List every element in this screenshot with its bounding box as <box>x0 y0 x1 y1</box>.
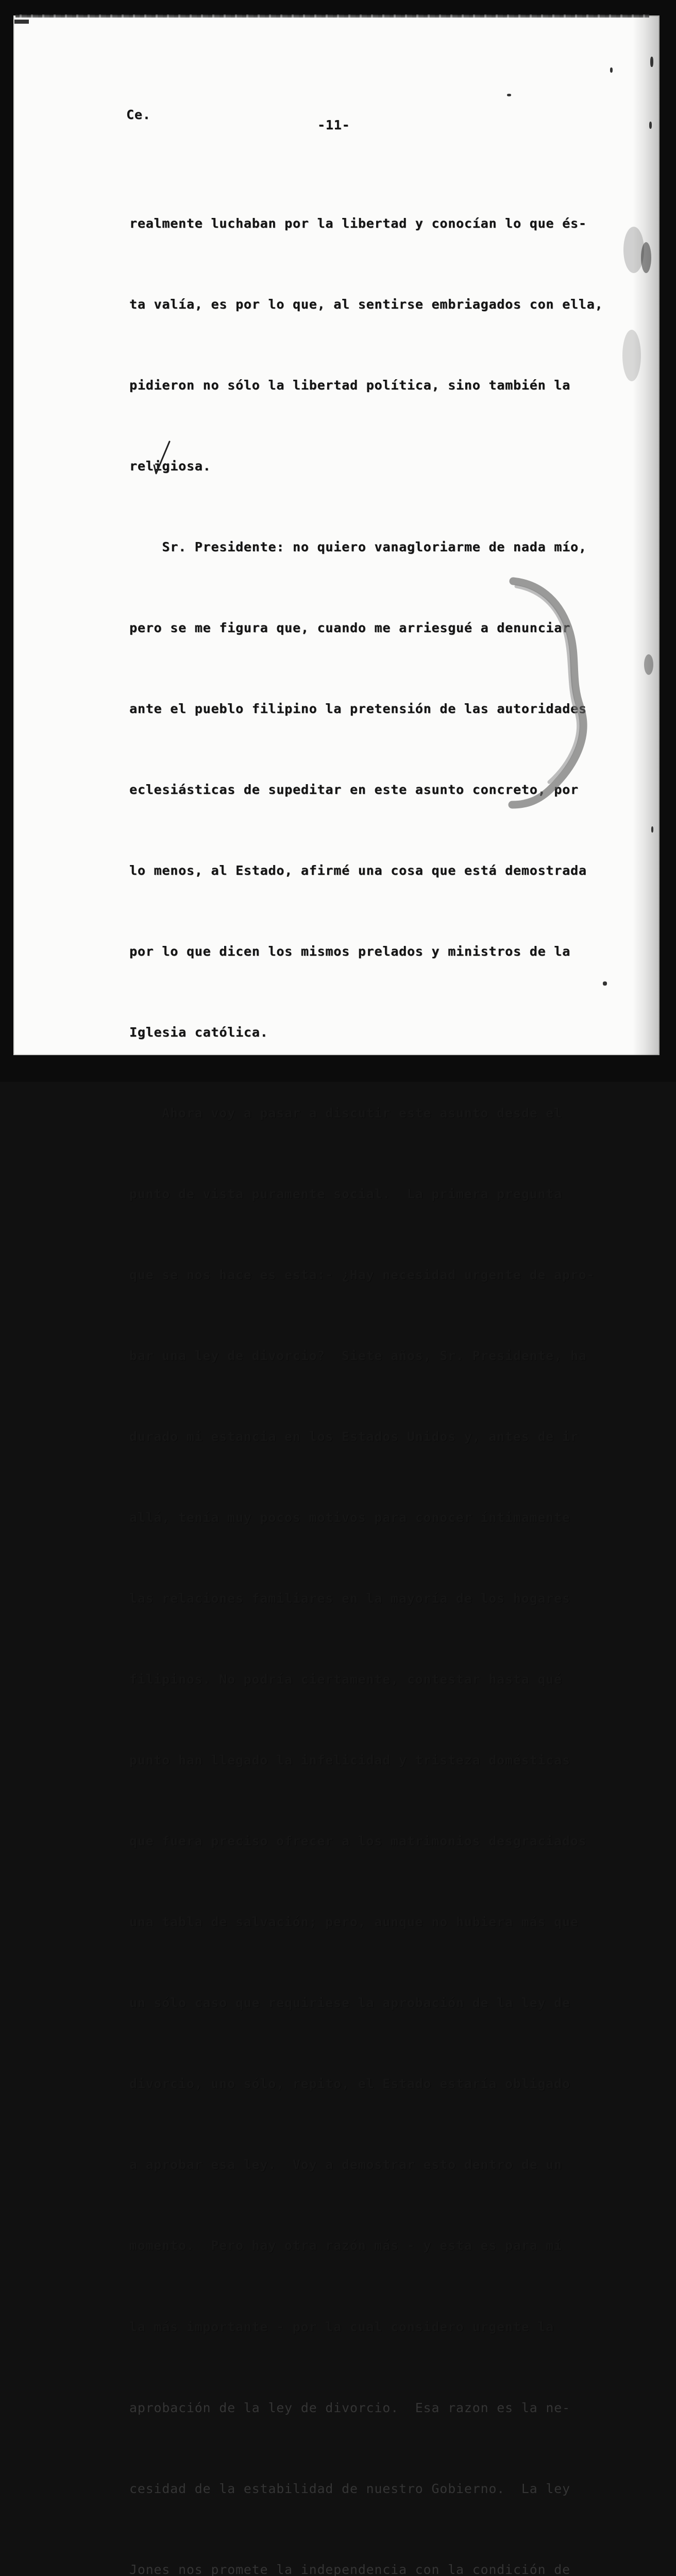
text-line-22: una tabla de salvación; pero, aunque no hubiera más que <box>129 1914 579 1930</box>
text-line-14: que se nos hace es esta:- ¿Hay necesidad urgente de apro- <box>129 1267 595 1283</box>
text-line-13: punto de vista puramente social. La primera pregunta <box>129 1187 563 1202</box>
scan-speck <box>610 67 613 73</box>
page-number: -11- <box>317 117 350 132</box>
text-line-10: por lo que dicen los mismos prelados y ministros de la <box>129 943 570 959</box>
left-edge-mark <box>14 20 29 24</box>
text-line-12: Ahora voy a pasar a discutir este asunto desde el <box>129 1106 563 1121</box>
text-line-3: pidieron no sólo la libertad política, sino también la <box>129 377 570 393</box>
text-line-19: filipinos. No podría ciertamente, contestar hasta qué <box>129 1672 563 1687</box>
body-text <box>129 156 603 2576</box>
text-line-2: ta valía, es por lo que, al sentirse embriagados con ella, <box>129 296 603 312</box>
scan-speck <box>649 122 652 129</box>
text-line-8: eclesiásticas de supeditar en este asunto concreto, por <box>129 782 579 797</box>
text-line-18: las relaciones familiares en la mayoría de los hogares <box>129 1591 570 1606</box>
text-line-21: que fuera preciso ofrecer a los matrimonios desgraciados <box>129 1834 587 1849</box>
scan-speck <box>603 981 607 986</box>
scan-speck <box>651 826 653 833</box>
text-line-9: lo menos, al Estado, afirmé una cosa que está demostrada <box>129 862 587 878</box>
text-line-23: un sólo caso que requiriese la aprobación de la ley de <box>129 1995 570 2011</box>
text-line-20: punto han llegado la infelicidad y tristeza domésticas <box>129 1753 570 1768</box>
corner-note: Ce. <box>126 107 151 122</box>
text-line-7: ante el pueblo filipino la pretensión de las autoridades <box>129 701 587 716</box>
text-line-4: religiosa. <box>129 458 211 473</box>
text-line-25: a aprobar esa ley. Voy a demostrar esto dentro de un <box>129 2157 563 2173</box>
text-line-6: pero se me figura que, cuando me arriesgué a denunciar <box>129 620 570 635</box>
text-line-15: bar una ley de divorcio? Siete años, Sr. Presidente, ha <box>129 1348 587 1364</box>
text-line-26: momento. Pero hay otra razón más - y esta es para mí <box>129 2238 563 2253</box>
text-line-24: divorcio, uno sólo, repito, el Estado estaría obligado <box>129 2076 570 2092</box>
text-line-5: Sr. Presidente: no quiero vanagloriarme de nada mío, <box>129 539 587 554</box>
scan-speck <box>507 94 511 96</box>
text-line-11: Iglesia católica. <box>129 1025 268 1040</box>
page-top-edge-artifact <box>15 14 649 18</box>
text-line-16: durado mi estancia en los Estados Unidos y, antes de ir <box>129 1429 579 1445</box>
text-line-28: aprobación de la ley de divorcio. Esa razon es la ne- <box>129 2400 570 2415</box>
scan-speck <box>650 57 653 67</box>
text-line-30: Jones nos promete la independencia con la condición de <box>129 2562 570 2576</box>
text-line-29: cesidad de la estabilidad de nuestro Gobierno. La ley <box>129 2481 570 2496</box>
text-line-27: la más importante - por la cual considero urgente la <box>129 2319 554 2334</box>
text-line-1: realmente luchaban por la libertad y conocían lo que és- <box>129 215 587 231</box>
text-line-17: allá, tenía muy pocos motivos para conocer íntimamente <box>129 1510 570 1526</box>
